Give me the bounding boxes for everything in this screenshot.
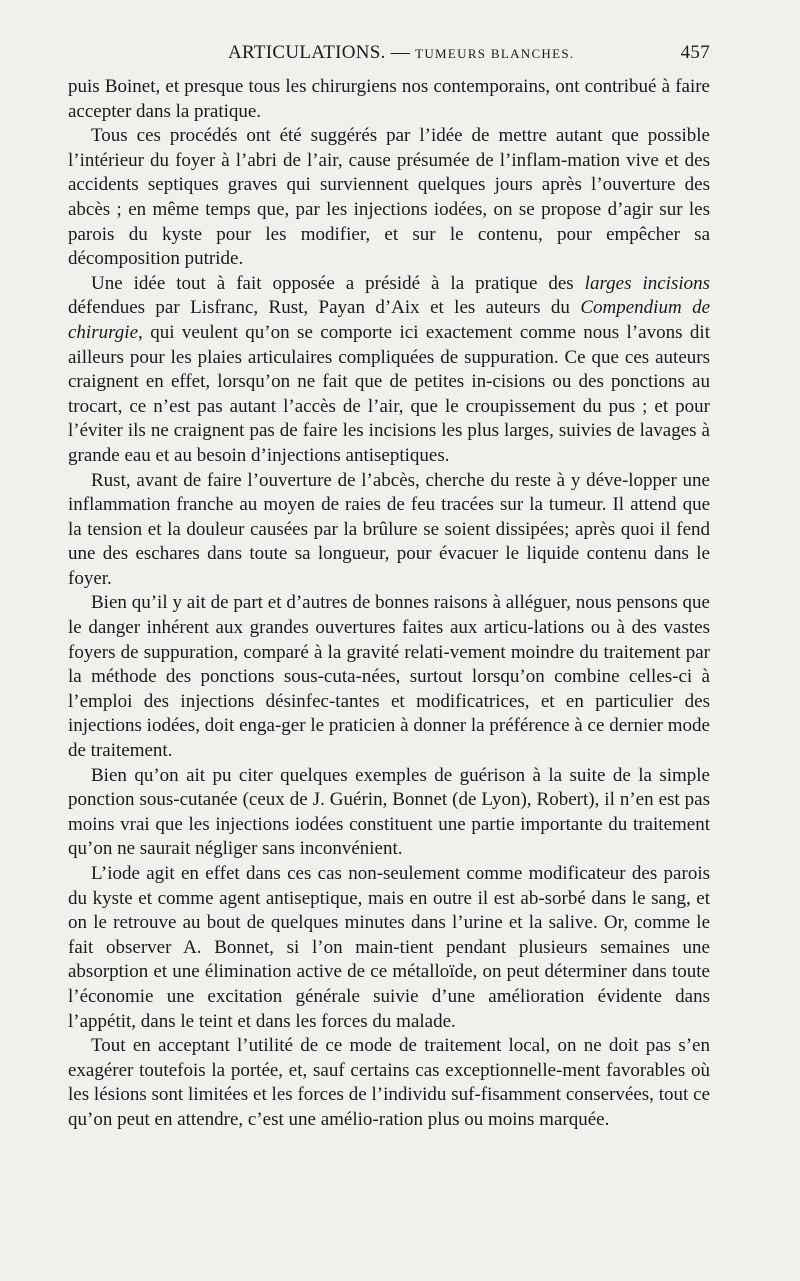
body-text	[68, 75, 710, 1133]
text-run: L’iode agit en effet dans ces cas non-seulement comme modificateur des parois du kyste et comme agent antiseptique, mais en outre il est ab-sorbé dans le sang, et on le retrouve au bout de quelques minutes dans l’urine et la salive. Or, comme le fait observer A. Bonnet, si l’on main-tient pendant plusieurs semaines une absorption et une élimination active de ce métalloïde, on peut déterminer dans toute l’économie une excitation générale suivie d’une amélioration évidente dans l’appétit, dans le teint et dans les forces du malade.	[68, 863, 710, 1032]
text-run: Rust, avant de faire l’ouverture de l’abcès, cherche du reste à y déve-lopper une inflammation franche au moyen de raies de feu tracées sur la tumeur. Il attend que la tension et la douleur causées par la brûlure se soient dissipées; après quoi il fend une des eschares dans toute sa longueur, pour évacuer le liquide contenu dans le foyer.	[68, 469, 710, 589]
italic-text: Compendium de chirurgie	[68, 297, 711, 343]
subsection-title: TUMEURS BLANCHES.	[415, 46, 575, 61]
text-run: Bien qu’il y ait de part et d’autres de bonnes raisons à alléguer, nous pensons que le danger inhérent aux grandes ouvertures faites aux articu-lations ou à des vastes foyers de suppuration, comparé à la gravité relati-vement moindre du traitement par la méthode des ponctions sous-cuta-nées, surtout lorsqu’on combine celles-ci à l’emploi des injections désinfec-tantes et modificatrices, et en particulier des injections iodées, doit enga-ger le praticien à donner la préférence à ce dernier mode de traitement.	[68, 592, 710, 762]
page-number: 457	[680, 42, 710, 63]
paragraph	[68, 469, 710, 592]
section-title: ARTICULATIONS.	[228, 42, 386, 63]
paragraph	[68, 764, 710, 862]
paragraph	[68, 124, 710, 272]
text-run: défendues par Lisfranc, Rust, Payan d’Aix et les auteurs du	[68, 297, 581, 319]
paragraph	[68, 862, 710, 1034]
text-run: puis Boinet, et presque tous les chirurgiens nos contemporains, ont contribué à faire accepter dans la pratique.	[68, 76, 710, 122]
text-run: , qui veulent qu’on se comporte ici exactement comme nous l’avons dit ailleurs pour les plaies articulaires compliquées de suppuration. Ce que ces auteurs craignent en effet, lorsqu’on ne fait que de petites in-cisions ou des ponctions au trocart, ce n’est pas autant l’accès de l’air, que le croupissement du pus ; et pour l’éviter ils ne craignent pas de faire les incisions les plus larges, suivies de lavages à grande eau et au besoin d’injections antiseptiques.	[68, 321, 710, 466]
running-header-title	[228, 42, 574, 64]
paragraph	[68, 75, 710, 124]
paragraph	[68, 591, 710, 763]
paragraph	[68, 272, 710, 469]
paragraph	[68, 1034, 710, 1132]
text-run: Une idée tout à fait opposée a présidé à la pratique des	[91, 272, 585, 294]
header-separator: —	[385, 42, 416, 63]
text-run: Bien qu’on ait pu citer quelques exemples de guérison à la suite de la simple ponction sous-cutanée (ceux de J. Guérin, Bonnet (de Lyon), Robert), il n’en est pas moins vrai que les injections iodées constituent une partie importante du traitement qu’on ne saurait négliger sans inconvénient.	[68, 764, 710, 860]
text-run: Tout en acceptant l’utilité de ce mode de traitement local, on ne doit pas s’en exagérer toutefois la portée, et, sauf certains cas exceptionnelle-ment favorables où les lésions sont limitées et les forces de l’individu suf-fisamment conservées, tout ce qu’on peut en attendre, c’est une amélio-ration plus ou moins marquée.	[68, 1035, 710, 1130]
text-run: Tous ces procédés ont été suggérés par l’idée de mettre autant que possible l’intérieur du foyer à l’abri de l’air, cause présumée de l’inflam-mation vive et des accidents septiques graves qui surviennent quelques jours après l’ouverture des abcès ; en même temps que, par les injections iodées, on se propose d’agir sur les parois du kyste pour les modifier, et sur le contenu, pour empêcher sa décomposition putride.	[68, 125, 710, 270]
italic-text: larges incisions	[584, 272, 711, 294]
running-header	[68, 42, 710, 68]
